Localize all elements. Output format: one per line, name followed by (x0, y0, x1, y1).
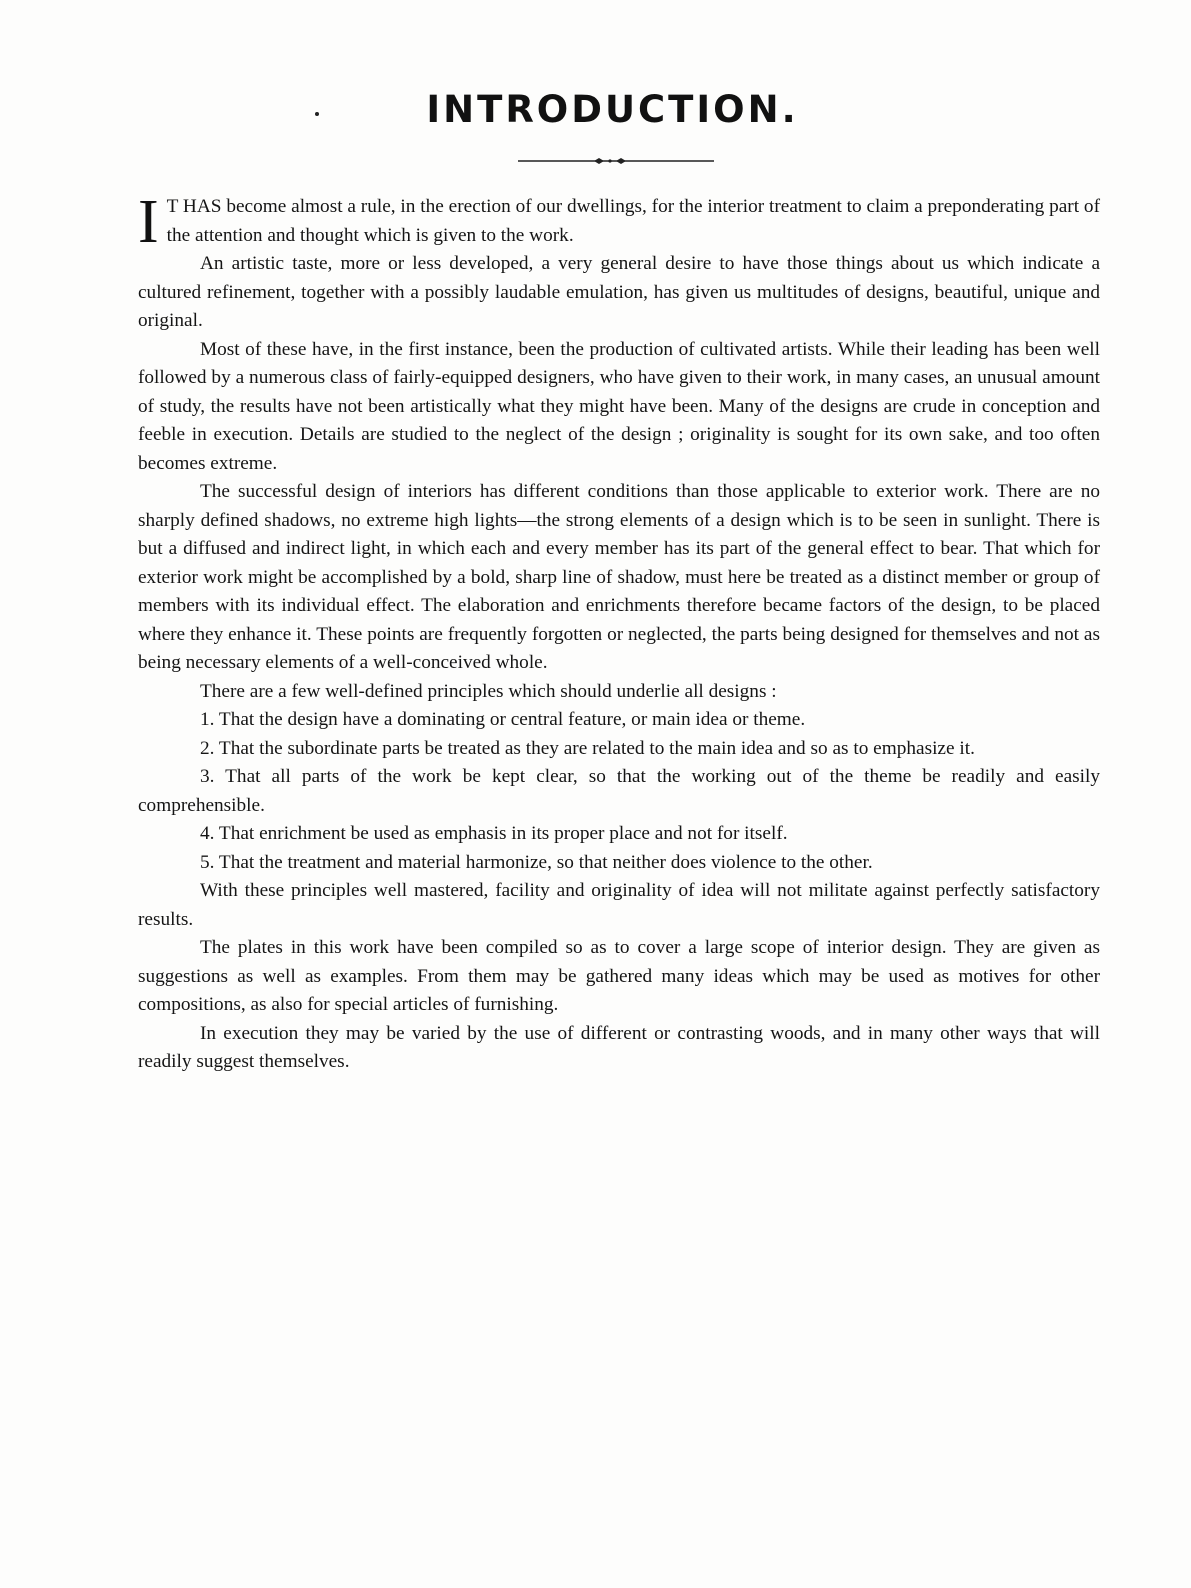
principle-item: 4. That enrichment be used as emphasis in its proper place and not for itself. (200, 823, 788, 844)
principle-item: 5. That the treatment and material harmonize, so that neither does violence to the other. (200, 851, 873, 873)
page-title: INTRODUCTION. (426, 88, 799, 131)
paragraph-7: The plates in this work have been compiled so as to cover a large scope of interior design. They are given as suggestions as well as examples. From them may be gathered many ideas which may be used as motives for other compositions, as also for special articles of furnishing. (138, 937, 1100, 1015)
drop-cap: I (138, 188, 159, 256)
title-ornament-rule (518, 156, 714, 166)
paragraph-8: In execution they may be varied by the use of different or contrasting woods, and in many other ways that will readily suggest themselves. (138, 1022, 1100, 1072)
paragraph-3: Most of these have, in the first instance, been the production of cultivated artists. While their leading has been well followed by a numerous class of fairly-equipped designers, who have given to their work, in many cases, an unusual amount of study, the results have not been artistically what they might have been. Many of the designs are crude in conception and feeble in execution. Details are studied to the neglect of the design ; originality is sought for its own sake, and too often becomes extreme. (138, 338, 1100, 474)
paragraph-5: There are a few well-defined principles which should underlie all designs : (200, 680, 777, 702)
introduction-body (138, 188, 1100, 1077)
principle-item: 1. That the design have a dominating or central feature, or main idea or theme. (200, 709, 806, 730)
principle-item: 2. That the subordinate parts be treated as they are related to the main idea and so as to emphasize it. (200, 737, 975, 759)
paragraph-2: An artistic taste, more or less developed, a very general desire to have those things about us which indicate a cultured refinement, together with a possibly laudable emulation, has given us multitudes of designs, beautiful, unique and original. (138, 253, 1100, 331)
paragraph-1 (138, 188, 1100, 256)
paragraph-4: The successful design of interiors has different conditions than those applicable to exterior work. There are no sharply defined shadows, no extreme high lights—the strong elements of a design which is to be seen in sunlight. There is but a diffused and indirect light, in which each and every member has its part of the general effect to bear. That which for exterior work might be accomplished by a bold, sharp line of shadow, must here be treated as a distinct member or group of members with its individual effect. The elaboration and enrichments therefore became factors of the design, to be placed where they enhance it. These points are frequently forgotten or neglected, the parts being designed for themselves and not as being necessary elements of a well-conceived whole. (138, 481, 1100, 673)
paragraph-1-text: T HAS become almost a rule, in the erection of our dwellings, for the interior treatment to claim a preponderating part of the attention and thought which is given to the work. (166, 196, 1100, 246)
principle-item: 3. That all parts of the work be kept clear, so that the working out of the theme be readily and easily comprehensible. (138, 766, 1100, 816)
paragraph-6: With these principles well mastered, facility and originality of idea will not militate against perfectly satisfactory results. (138, 880, 1100, 930)
